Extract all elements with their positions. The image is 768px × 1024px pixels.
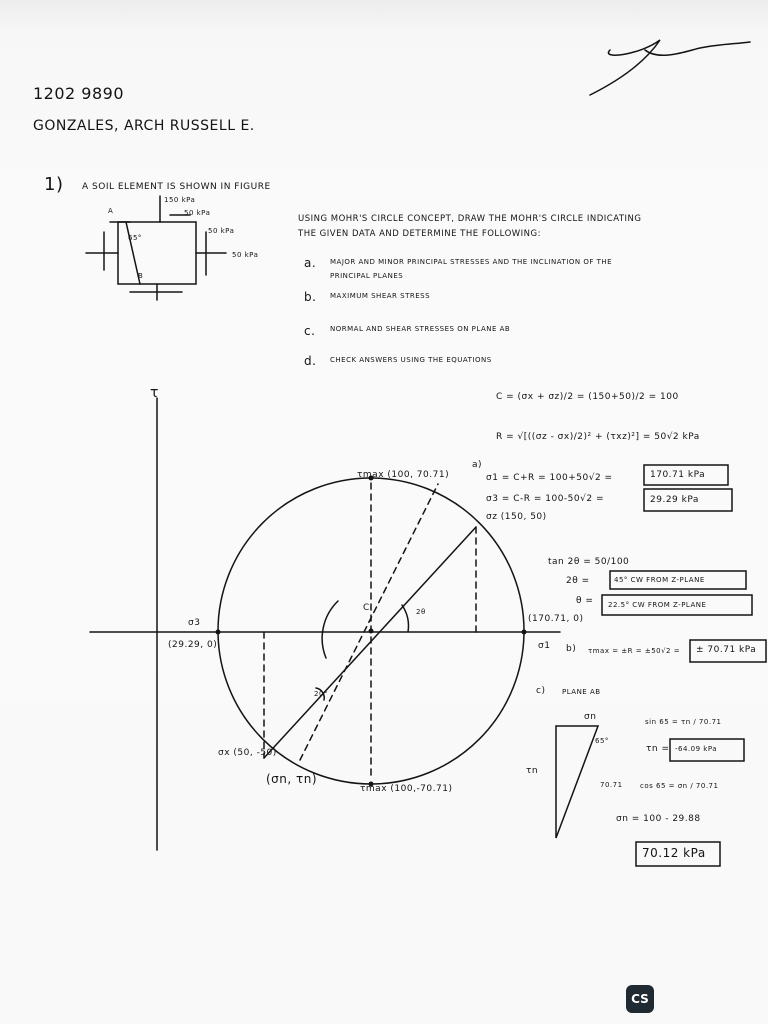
- sigma-1-coords: (170.71, 0): [528, 614, 584, 624]
- sigma3-equation: σ3 = C-R = 100-50√2 =: [486, 494, 604, 504]
- shear-right-label: 50 kPa: [232, 251, 259, 259]
- item-a-letter: a.: [304, 256, 317, 270]
- problem-number: 1): [44, 174, 64, 195]
- tau-n-equation: τn =: [646, 744, 670, 754]
- element-angle-label: 65°: [128, 234, 142, 242]
- plane-ab-label: PLANE AB: [562, 688, 601, 696]
- principal-diameter: [264, 527, 476, 758]
- center-label: C: [363, 603, 370, 613]
- tau-max-top-label: τmax (100, 70.71): [357, 470, 450, 480]
- sigma-n-answer: 70.12 kPa: [642, 846, 706, 860]
- cos-equation: cos 65 = σn / 70.71: [640, 782, 719, 790]
- item-b-letter: b.: [304, 290, 317, 304]
- theta-equation: θ =: [576, 596, 594, 606]
- sigma-3-label: σ3: [188, 618, 201, 628]
- stress-right-label: 50 kPa: [208, 227, 235, 235]
- sin-equation: sin 65 = τn / 70.71: [645, 718, 722, 726]
- item-b-line1: MAXIMUM SHEAR STRESS: [330, 292, 431, 300]
- triangle-hypotenuse-label: 70.71: [600, 781, 623, 789]
- triangle-tau-label: τn: [526, 766, 539, 776]
- sigma1-equation: σ1 = C+R = 100+50√2 =: [486, 473, 613, 483]
- tau-max-answer: ± 70.71 kPa: [696, 645, 757, 655]
- two-theta-equation: 2θ =: [566, 576, 590, 586]
- tau-max-equation: τmax = ±R = ±50√2 =: [588, 647, 681, 655]
- sigma-1-label: σ1: [538, 641, 551, 651]
- part-a-label: a): [472, 460, 483, 470]
- part-c-label: c): [536, 686, 546, 696]
- point-x-label: σx (50, -50): [218, 748, 277, 758]
- sigma3-answer: 29.29 kPa: [650, 495, 699, 505]
- tau-axis-label: τ: [150, 385, 159, 401]
- soil-element-box: [118, 222, 196, 284]
- sigma-3-coords: (29.29, 0): [168, 640, 218, 650]
- point-a-label: A: [108, 207, 114, 215]
- signature-mark: [590, 40, 750, 95]
- sigma1-answer: 170.71 kPa: [650, 470, 706, 480]
- shear-top-label: 50 kPa: [184, 209, 211, 217]
- camscanner-logo: CS: [626, 985, 654, 1013]
- stress-top-label: 150 kPa: [164, 196, 196, 204]
- item-a-line1: MAJOR AND MINOR PRINCIPAL STRESSES AND THE INCLINATION OF THE: [330, 258, 613, 266]
- triangle-sigma-label: σn: [584, 712, 597, 722]
- item-d-line1: CHECK ANSWERS USING THE EQUATIONS: [330, 356, 492, 364]
- problem-statement: A SOIL ELEMENT IS SHOWN IN FIGURE: [82, 182, 271, 192]
- item-c-letter: c.: [304, 324, 316, 338]
- sigma-n-equation: σn = 100 - 29.88: [616, 814, 701, 824]
- point-z-label: σz (150, 50): [486, 512, 547, 522]
- two-theta-label: 2θ: [416, 608, 426, 616]
- tau-max-bottom-label: τmax (100,-70.71): [360, 784, 453, 794]
- tau-n-answer: -64.09 kPa: [675, 745, 718, 753]
- two-theta-answer: 45° CW FROM Z-PLANE: [614, 576, 705, 584]
- tan-equation: tan 2θ = 50/100: [548, 557, 630, 567]
- c-equation: C = (σx + σz)/2 = (150+50)/2 = 100: [496, 392, 679, 402]
- theta-answer: 22.5° CW FROM Z-PLANE: [608, 601, 707, 609]
- item-c-line1: NORMAL AND SHEAR STRESSES ON PLANE AB: [330, 325, 511, 333]
- point-b-label: B: [138, 272, 144, 280]
- student-id: 1202 9890: [33, 84, 125, 103]
- part-b-label: b): [566, 644, 577, 654]
- r-equation: R = √[((σz - σx)/2)² + (τxz)²] = 50√2 kPa: [496, 432, 700, 442]
- item-d-letter: d.: [304, 354, 317, 368]
- angle-20-label: 20°: [314, 690, 328, 698]
- student-name: GONZALES, ARCH RUSSELL E.: [33, 118, 255, 134]
- triangle-angle-label: 65°: [595, 737, 609, 745]
- instruction-line-2: THE GIVEN DATA AND DETERMINE THE FOLLOWING:: [298, 229, 541, 239]
- item-a-line2: PRINCIPAL PLANES: [330, 272, 404, 280]
- instruction-line-1: USING MOHR'S CIRCLE CONCEPT, DRAW THE MOHR'S CIRCLE INDICATING: [298, 214, 642, 224]
- sigma-n-tau-n-label: (σn, τn): [266, 772, 318, 786]
